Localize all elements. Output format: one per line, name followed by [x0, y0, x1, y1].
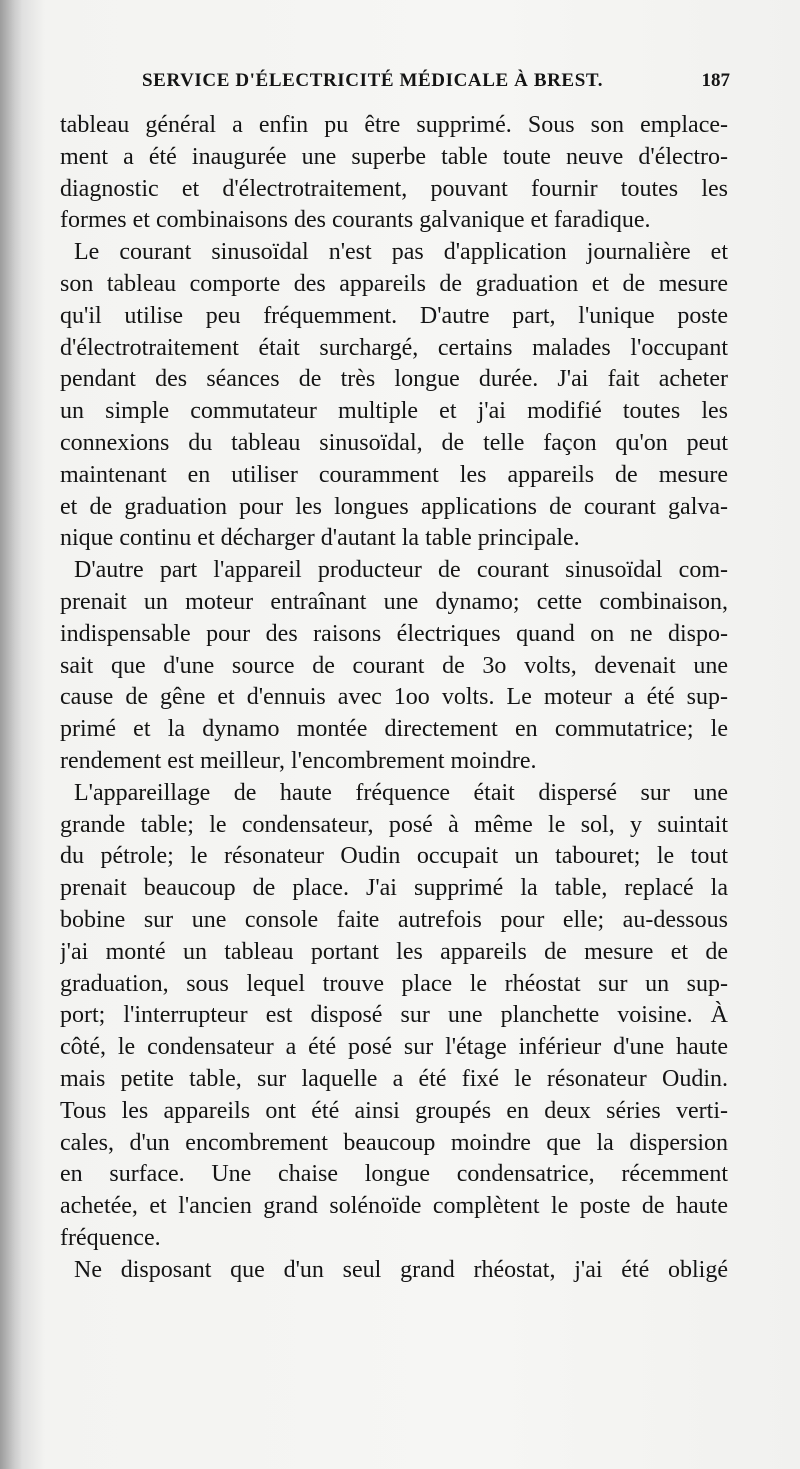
text-line: prenait un moteur entraînant une dynamo; cette combinaison, [60, 588, 728, 615]
text-line: achetée, et l'ancien grand solénoïde complètent le poste de haute [60, 1193, 728, 1220]
text-line: pendant des séances de très longue durée. J'ai fait acheter [60, 366, 728, 393]
text-line: connexions du tableau sinusoïdal, de telle façon qu'on peut [60, 429, 728, 456]
text-line: graduation, sous lequel trouve place le rhéostat sur un sup- [60, 970, 728, 997]
text-line: qu'il utilise peu fréquemment. D'autre part, l'unique poste [60, 302, 728, 329]
text-line: côté, le condensateur a été posé sur l'étage inférieur d'une haute [60, 1034, 728, 1061]
text-line: Ne disposant que d'un seul grand rhéostat, j'ai été obligé [74, 1256, 728, 1283]
text-line: un simple commutateur multiple et j'ai modifié toutes les [60, 398, 728, 425]
page-number: 187 [701, 70, 730, 91]
text-line: j'ai monté un tableau portant les appareils de mesure et de [60, 938, 728, 965]
text-line: primé et la dynamo montée directement en commutatrice; le [60, 716, 728, 743]
text-line: prenait beaucoup de place. J'ai supprimé la table, replacé la [60, 875, 728, 902]
text-line: maintenant en utiliser couramment les appareils de mesure [60, 461, 728, 488]
text-line: diagnostic et d'électrotraitement, pouvant fournir toutes les [60, 175, 728, 202]
text-line: du pétrole; le résonateur Oudin occupait un tabouret; le tout [60, 843, 728, 870]
text-line: en surface. Une chaise longue condensatrice, récemment [60, 1161, 728, 1188]
text-line: nique continu et décharger d'autant la table principale. [60, 525, 580, 552]
body-text [60, 110, 728, 1286]
text-line: mais petite table, sur laquelle a été fixé le résonateur Oudin. [60, 1065, 728, 1092]
text-line: indispensable pour des raisons électriques quand on ne dispo- [60, 620, 728, 647]
page-spine-shadow [0, 0, 22, 1469]
text-line: L'appareillage de haute fréquence était dispersé sur une [74, 779, 728, 806]
text-line: Le courant sinusoïdal n'est pas d'application journalière et [74, 239, 728, 266]
text-line: tableau général a enfin pu être supprimé. Sous son emplace- [60, 112, 728, 138]
text-line: cause de gêne et d'ennuis avec 1oo volts. Le moteur a été sup- [60, 684, 728, 711]
text-line: D'autre part l'appareil producteur de courant sinusoïdal com- [74, 557, 728, 584]
text-line: ment a été inaugurée une superbe table toute neuve d'électro- [60, 143, 728, 170]
text-line: et de graduation pour les longues applications de courant galva- [60, 493, 728, 520]
text-line: cales, d'un encombrement beaucoup moindre que la dispersion [60, 1129, 728, 1156]
text-line: port; l'interrupteur est disposé sur une planchette voisine. À [60, 1002, 728, 1029]
text-line: rendement est meilleur, l'encombrement moindre. [60, 747, 537, 774]
text-line: fréquence. [60, 1224, 161, 1251]
text-line: son tableau comporte des appareils de graduation et de mesure [60, 270, 728, 297]
running-head [130, 70, 730, 100]
text-line: formes et combinaisons des courants galvanique et faradique. [60, 207, 651, 234]
text-line: bobine sur une console faite autrefois pour elle; au-dessous [60, 906, 728, 933]
text-line: d'électrotraitement était surchargé, certains malades l'occupant [60, 334, 728, 361]
text-line: grande table; le condensateur, posé à même le sol, y suintait [60, 811, 728, 838]
text-line: sait que d'une source de courant de 3o volts, devenait une [60, 652, 728, 679]
text-line: Tous les appareils ont été ainsi groupés en deux séries verti- [60, 1097, 728, 1124]
running-title: SERVICE D'ÉLECTRICITÉ MÉDICALE À BREST. [142, 70, 604, 91]
